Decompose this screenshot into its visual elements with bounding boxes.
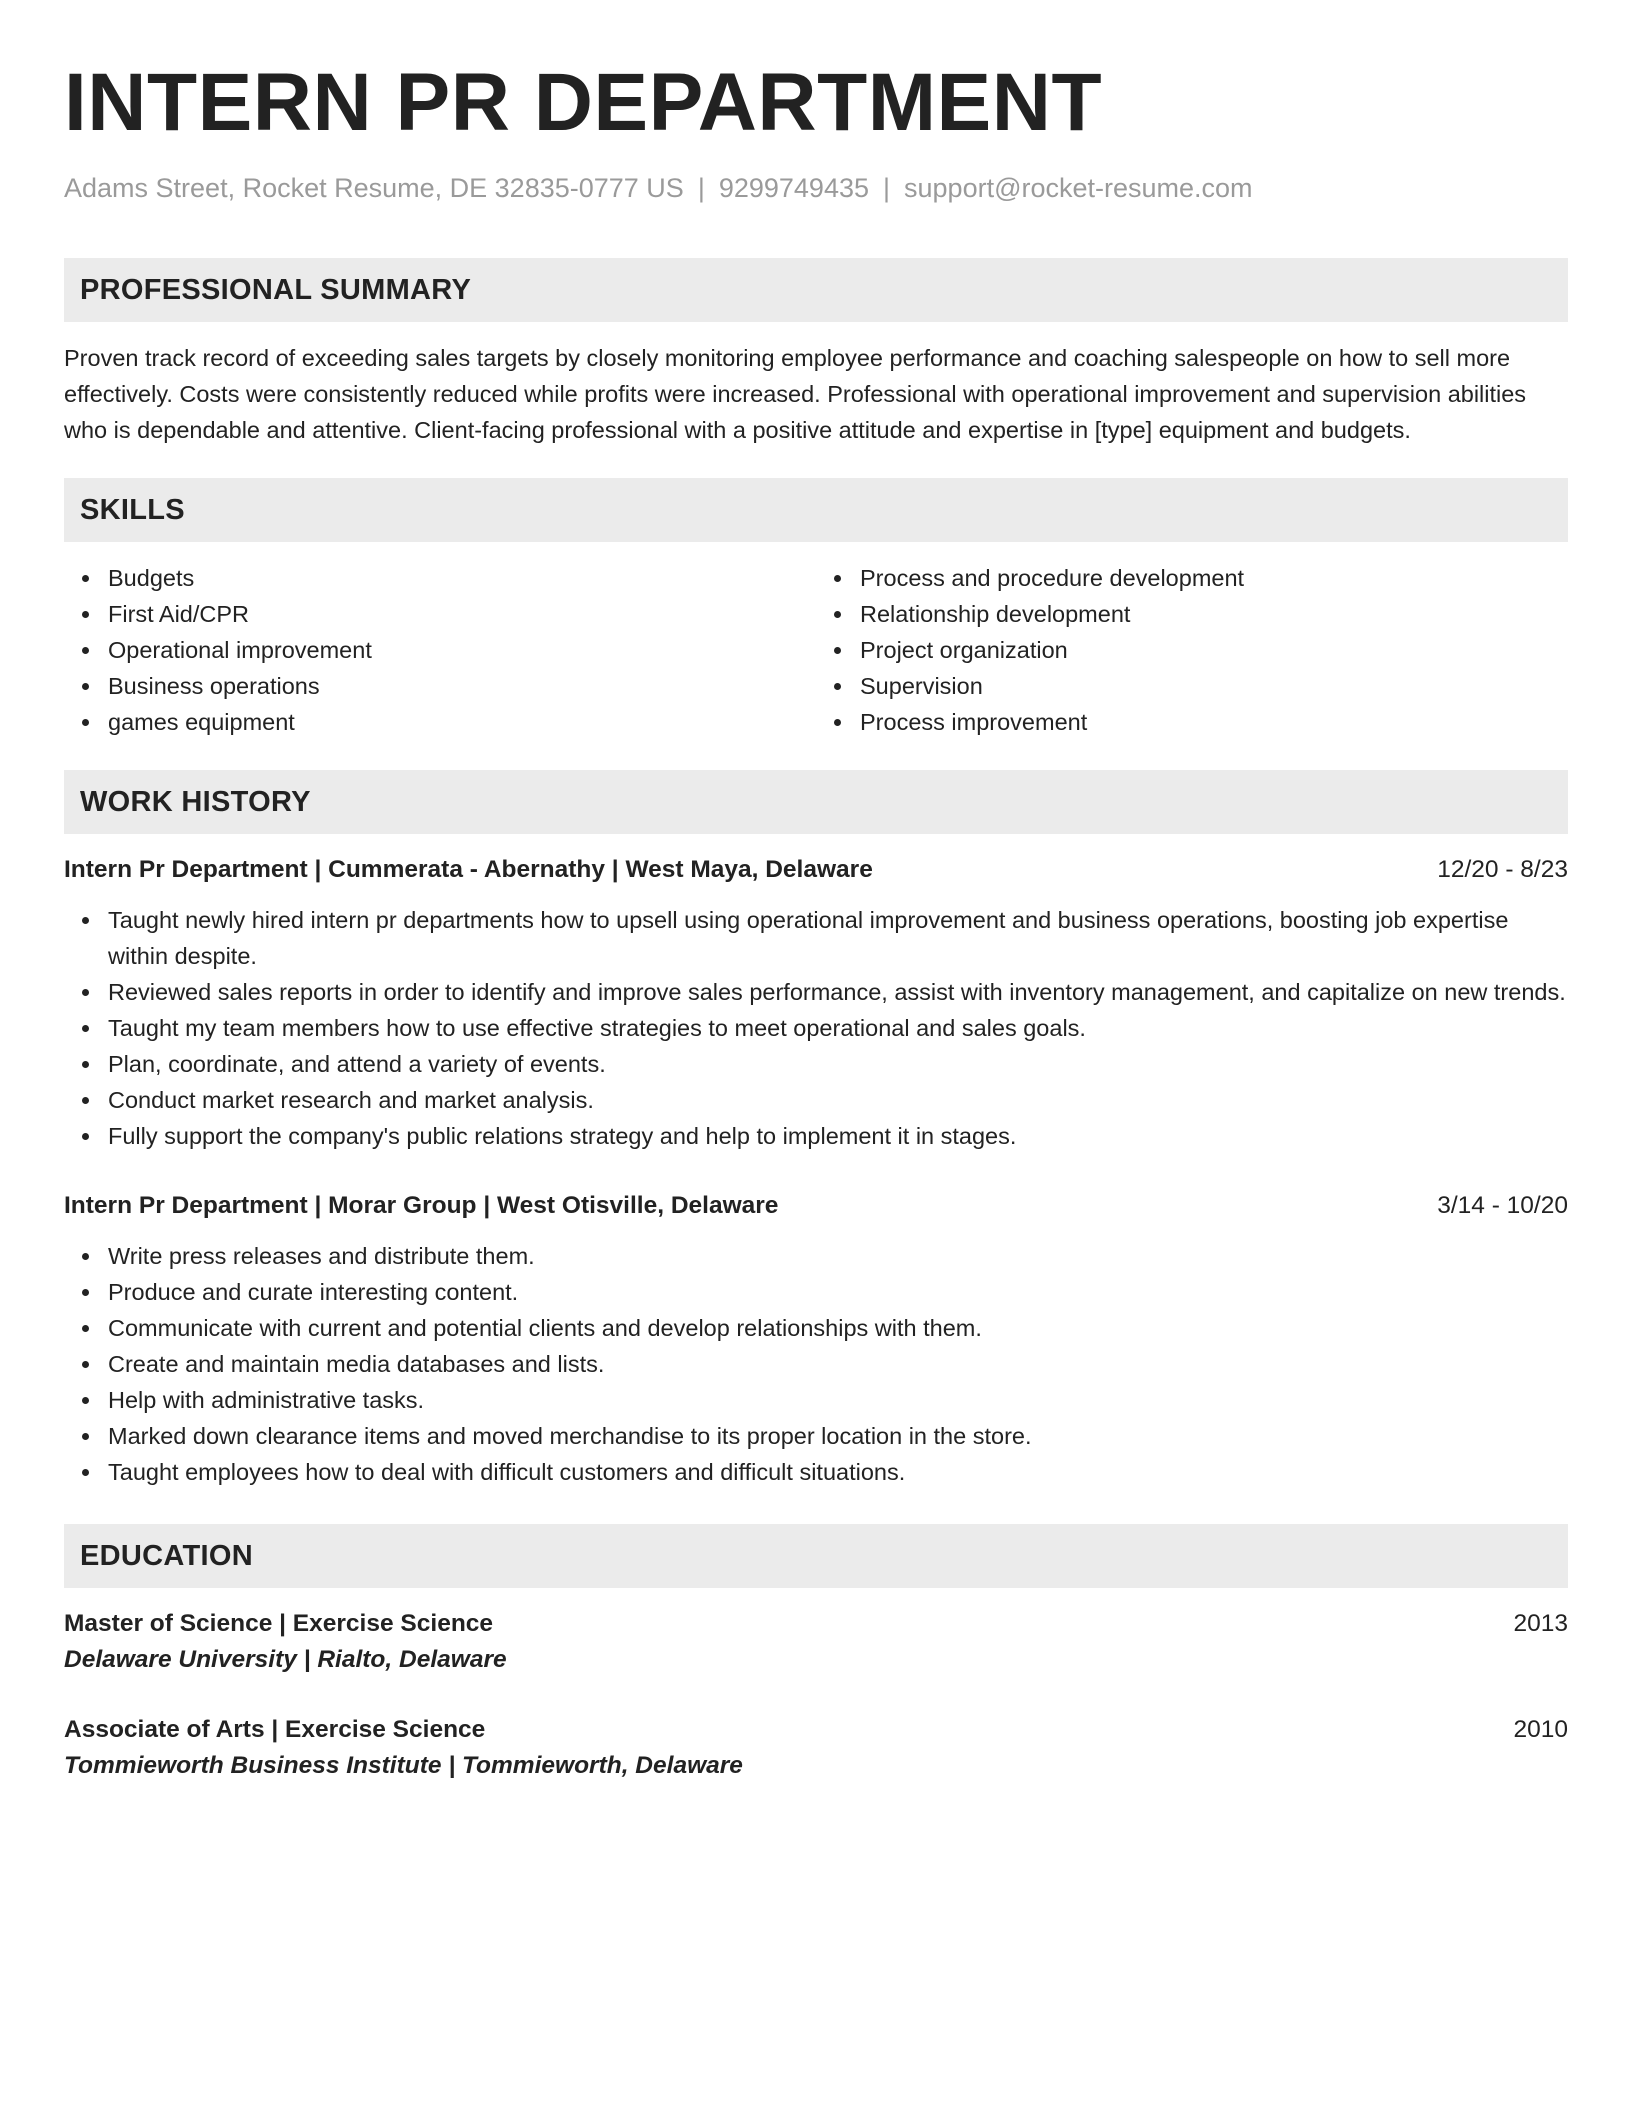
job-bullet: Help with administrative tasks. [108,1382,1568,1418]
education-degree: Associate of Arts | Exercise Science [64,1716,486,1743]
skill-item: Budgets [108,560,816,596]
skill-item: Project organization [860,632,1568,668]
job-dates: 3/14 - 10/20 [1437,1192,1568,1219]
education-school: Tommieworth Business Institute | Tommieworth, Delaware [64,1752,743,1779]
skill-item: First Aid/CPR [108,596,816,632]
job-dates: 12/20 - 8/23 [1437,856,1568,883]
job-entry [64,852,1568,1154]
skill-item: Process and procedure development [860,560,1568,596]
education-entry [64,1606,1568,1678]
contact-line [64,170,1568,206]
job-bullet: Write press releases and distribute them. [108,1238,1568,1274]
education-header [64,1606,1568,1642]
job-bullets [64,902,1568,1154]
skill-item: Relationship development [860,596,1568,632]
job-bullet: Conduct market research and market analysis. [108,1082,1568,1118]
education-year: 2010 [1513,1716,1568,1743]
job-bullet: Taught newly hired intern pr departments how to upsell using operational improvement and business operations, boosting job expertise within despite. [108,902,1568,974]
education-entry [64,1712,1568,1784]
phone: 9299749435 [718,173,869,203]
job-header [64,852,1568,888]
job-bullet: Create and maintain media databases and lists. [108,1346,1568,1382]
job-title: Intern Pr Department | Cummerata - Abernathy | West Maya, Delaware [64,856,873,883]
skill-item: games equipment [108,704,816,740]
skills-column-right [816,560,1568,740]
section-header-work-history: WORK HISTORY [64,770,1568,834]
skill-item: Business operations [108,668,816,704]
job-header [64,1188,1568,1224]
section-header-skills: SKILLS [64,478,1568,542]
job-bullet: Plan, coordinate, and attend a variety of events. [108,1046,1568,1082]
candidate-name: INTERN PR DEPARTMENT [64,57,1103,148]
job-bullet: Taught my team members how to use effective strategies to meet operational and sales goals. [108,1010,1568,1046]
skills-grid [64,560,1568,740]
job-bullet: Produce and curate interesting content. [108,1274,1568,1310]
skill-item: Supervision [860,668,1568,704]
email: support@rocket-resume.com [904,173,1253,203]
education-school: Delaware University | Rialto, Delaware [64,1646,507,1673]
job-title: Intern Pr Department | Morar Group | West Otisville, Delaware [64,1192,779,1219]
skill-item: Process improvement [860,704,1568,740]
job-bullet: Marked down clearance items and moved merchandise to its proper location in the store. [108,1418,1568,1454]
section-header-education: EDUCATION [64,1524,1568,1588]
education-degree: Master of Science | Exercise Science [64,1610,494,1637]
education-header [64,1712,1568,1748]
skill-item: Operational improvement [108,632,816,668]
job-bullet: Communicate with current and potential clients and develop relationships with them. [108,1310,1568,1346]
contact-separator: | [883,173,891,203]
job-entry [64,1188,1568,1490]
education-year: 2013 [1513,1610,1568,1637]
contact-separator: | [697,173,705,203]
job-bullets [64,1238,1568,1490]
job-bullet: Reviewed sales reports in order to identify and improve sales performance, assist with inventory management, and capitalize on new trends. [108,974,1568,1010]
section-header-summary: PROFESSIONAL SUMMARY [64,258,1568,322]
address: Adams Street, Rocket Resume, DE 32835-0777 US [64,173,684,203]
job-bullet: Taught employees how to deal with difficult customers and difficult situations. [108,1454,1568,1490]
job-bullet: Fully support the company's public relations strategy and help to implement it in stages. [108,1118,1568,1154]
skills-column-left [64,560,816,740]
summary-text: Proven track record of exceeding sales targets by closely monitoring employee performance and coaching salespeople on how to sell more effectively. Costs were consistently reduced while profits were increased. Professional with operational improvement and supervision abilities who is dependable and attentive. Client-facing professional with a positive attitude and expertise in [type] equipment and budgets. [64,345,1527,443]
